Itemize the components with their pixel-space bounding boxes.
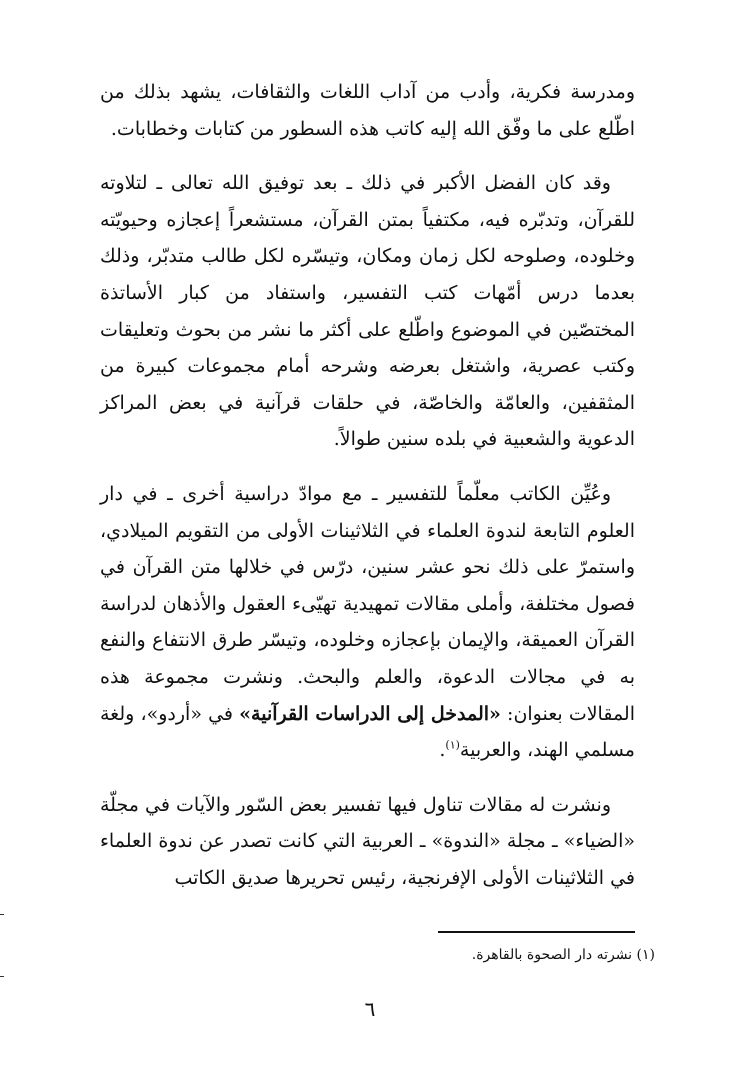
paragraph-3-text-after: في «أردو»، ولغة مسلمي الهند، والعربية <box>100 702 635 762</box>
page-number: ٦ <box>364 997 376 1021</box>
scan-edge-mark-bottom <box>0 976 4 977</box>
paragraph-4: ونشرت له مقالات تناول فيها تفسير بعض السّور والآيات في مجلّة «الضياء» ـ مجلة «الندوة» ـ العربية التي كانت تصدر عن ندوة العلماء في الثلاثينات الأولى الإفرنجية، رئيس تحريرها صديق الكاتب <box>100 793 635 889</box>
book-title-bold: «المدخل إلى الدراسات القرآنية» <box>239 702 501 725</box>
body-text <box>100 74 635 914</box>
footnote: (١) نشرته دار الصحوة بالقاهرة. <box>471 947 655 963</box>
paragraph-3 <box>100 476 635 769</box>
footnote-reference: (١) <box>445 738 460 752</box>
paragraph-3-text-before: وعُيِّن الكاتب معلّماً للتفسير ـ مع موادّ دراسية أخرى ـ في دار العلوم التابعة لندوة العلماء في الثلاثينات الأولى من التقويم الميلادي، واستمرّ على ذلك نحو عشر سنين، درّس في خلالها متن القرآن في فصول مختلفة، وأملى مقالات تمهيدية تهيّىء العقول والأذهان لدراسة القرآن العميقة، والإيمان بإعجازه وخلوده، وتيسّر طرق الانتفاع والنفع به في مجالات الدعوة، والعلم والبحث. ونشرت مجموعة هذه المقالات بعنوان: <box>100 482 635 725</box>
paragraph-3-end: . <box>439 739 446 762</box>
scan-edge-mark-top <box>0 914 4 915</box>
footnote-divider <box>438 931 635 933</box>
paragraph-1: ومدرسة فكرية، وأدب من آداب اللغات والثقافات، يشهد بذلك من اطّلع على ما وفّق الله إليه كاتب هذه السطور من كتابات وخطابات. <box>100 81 635 140</box>
paragraph-2: وقد كان الفضل الأكبر في ذلك ـ بعد توفيق الله تعالى ـ لتلاوته للقرآن، وتدبّره فيه، مكتفياً بمتن القرآن، مستشعراً إعجازه وحيويّته وخلوده، وصلوحه لكل زمان ومكان، وتيسّره لكل طالب متدبّر، وذلك بعدما درس أمّهات كتب التفسير، واستفاد من كبار الأساتذة المختصّين في الموضوع واطّلع على أكثر ما نشر من بحوث وتعليقات وكتب عصرية، واشتغل بعرضه وشرحه أمام مجموعات كبيرة من المثقفين، والعامّة والخاصّة، في حلقات قرآنية في بعض المراكز الدعوية والشعبية في بلده سنين طوالاً. <box>100 172 635 451</box>
